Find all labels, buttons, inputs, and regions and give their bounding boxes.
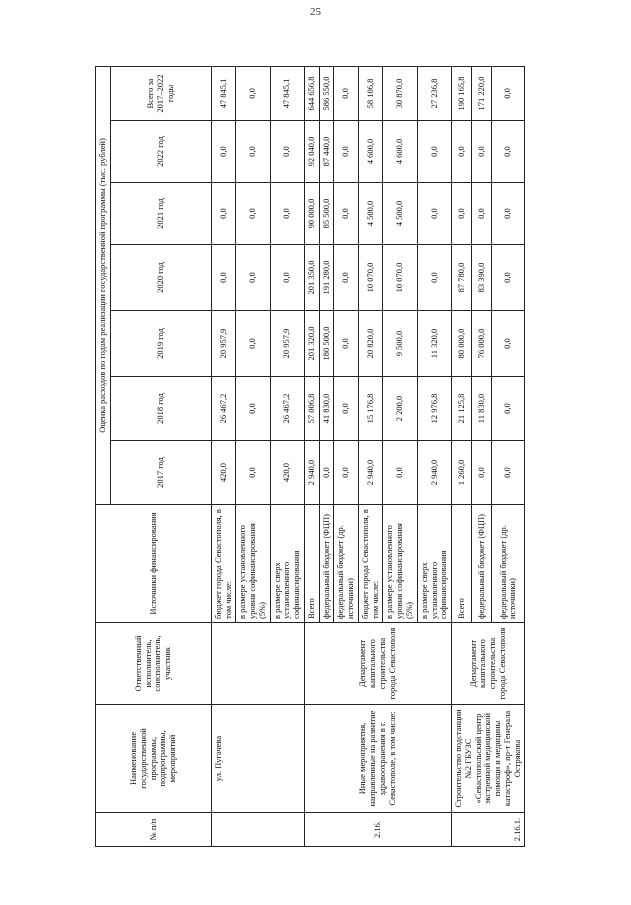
cell-value: 26 467,2 [211,377,236,441]
cell-value: 15 176,8 [358,377,383,441]
financing-table [95,66,525,847]
rotated-table-page [95,67,605,847]
cell-total: 0,0 [236,66,270,120]
cell-value: 2 940,0 [358,441,383,505]
cell-total: 58 106,8 [358,66,383,120]
header-year: 2017 год [110,441,211,505]
cell-value: 26 467,2 [270,377,304,441]
cell-value: 0,0 [417,183,451,245]
cell-source: Всего [304,505,319,623]
cell-total: 47 845,1 [211,66,236,120]
cell-value: 0,0 [492,311,525,377]
cell-source: федеральный бюджет (др. источники) [492,505,525,623]
cell-value: 12 976,8 [417,377,451,441]
cell-source: в размере сверх установленного софинансирования [417,505,451,623]
cell-value: 0,0 [334,183,359,245]
cell-value: 0,0 [236,441,270,505]
cell-source: федеральный бюджет (др. источники) [334,505,359,623]
cell-value: 0,0 [334,377,359,441]
cell-value: 4 600,0 [358,121,383,183]
cell-value: 201 350,0 [304,245,319,311]
cell-value: 11 320,0 [417,311,451,377]
cell-value: 57 006,8 [304,377,319,441]
cell-value: 191 280,0 [319,245,334,311]
cell-total: 27 236,8 [417,66,451,120]
cell-value: 90 000,0 [304,183,319,245]
cell-value: 4 600,0 [383,121,417,183]
cell-value: 0,0 [236,183,270,245]
cell-value: 0,0 [236,245,270,311]
cell-name: ул. Пугачева [211,705,304,813]
cell-name: Строительство подстанции №2 ГБУЗС «Севастопольский центр экстренной медицинской помощи и медицины катастроф», пр-т Генерала Острякова [452,705,525,813]
cell-value: 0,0 [236,311,270,377]
cell-value: 0,0 [211,245,236,311]
header-responsible: Ответственный исполнитель, соисполнитель, участник [96,623,212,705]
cell-value: 0,0 [270,121,304,183]
cell-value: 0,0 [319,441,334,505]
cell-source: в размере установленного уровня софинансирования (5%) [236,505,270,623]
cell-value: 420,0 [211,441,236,505]
cell-value: 0,0 [452,121,472,183]
page-number: 25 [310,6,321,18]
cell-total: 47 845,1 [270,66,304,120]
header-name: Наименование государственной программы, подпрограммы, мероприятий [96,705,212,813]
cell-num: 2.16.1. [452,813,525,847]
cell-value: 0,0 [236,377,270,441]
cell-value: 0,0 [211,183,236,245]
cell-value: 0,0 [492,441,525,505]
cell-source: бюджет города Севастополя, в том числе: [211,505,236,623]
cell-total: 644 656,8 [304,66,319,120]
header-row-1 [96,66,111,846]
cell-source: бюджет города Севастополя, в том числе: [358,505,383,623]
cell-value: 20 957,9 [270,311,304,377]
cell-value: 85 500,0 [319,183,334,245]
cell-value: 0,0 [492,183,525,245]
header-estimate: Оценка расходов по годам реализации государственной программы (тыс. рублей) [96,66,111,504]
cell-source: Всего [452,505,472,623]
cell-responsible: Департамент капитального строительства города Севастополя [452,623,525,705]
cell-value: 2 940,0 [304,441,319,505]
cell-value: 83 390,0 [472,245,492,311]
cell-value: 0,0 [334,245,359,311]
cell-total: 586 550,0 [319,66,334,120]
header-year: 2019 год [110,311,211,377]
cell-value: 0,0 [417,245,451,311]
cell-value: 0,0 [417,121,451,183]
cell-value: 0,0 [334,441,359,505]
header-total: Всего за 2017–2022 годы [110,66,211,120]
cell-value: 2 940,0 [417,441,451,505]
cell-value: 0,0 [211,121,236,183]
cell-total: 190 165,8 [452,66,472,120]
header-year: 2020 год [110,245,211,311]
cell-value: 4 500,0 [358,183,383,245]
cell-value: 0,0 [492,377,525,441]
cell-source: в размере установленного уровня софинансирования (5%) [383,505,417,623]
cell-value: 1 260,0 [452,441,472,505]
cell-value: 41 830,0 [319,377,334,441]
header-source: Источники финансирования [96,505,212,623]
header-year: 2018 год [110,377,211,441]
cell-num [211,813,304,847]
table-row [452,66,472,846]
cell-value: 10 070,0 [383,245,417,311]
cell-value: 0,0 [334,311,359,377]
cell-name: Иные мероприятия, направленные на развитие здравоохранения в г. Севастополе, в том числе: [304,705,451,813]
cell-value: 0,0 [452,183,472,245]
cell-source: федеральный бюджет (ФЦП) [319,505,334,623]
cell-value: 4 500,0 [383,183,417,245]
cell-value: 0,0 [383,441,417,505]
cell-value: 2 200,0 [383,377,417,441]
cell-value: 0,0 [472,441,492,505]
cell-value: 0,0 [492,121,525,183]
cell-value: 87 780,0 [452,245,472,311]
cell-responsible [211,623,304,705]
cell-value: 20 820,0 [358,311,383,377]
cell-source: в размере сверх установленного софинансирования [270,505,304,623]
cell-num: 2.16. [304,813,451,847]
cell-value: 21 125,8 [452,377,472,441]
table-row [304,66,319,846]
cell-value: 20 957,9 [211,311,236,377]
cell-responsible: Департамент капитального строительства города Севастополя [304,623,451,705]
table-row [211,66,236,846]
cell-value: 92 040,0 [304,121,319,183]
cell-value: 0,0 [236,121,270,183]
cell-value: 0,0 [270,183,304,245]
header-year: 2021 год [110,183,211,245]
cell-value: 201 320,0 [304,311,319,377]
cell-value: 0,0 [472,121,492,183]
cell-source: федеральный бюджет (ФЦП) [472,505,492,623]
cell-value: 11 830,0 [472,377,492,441]
cell-value: 0,0 [270,245,304,311]
cell-value: 9 500,0 [383,311,417,377]
header-num: № п/п [96,813,212,847]
cell-total: 30 870,0 [383,66,417,120]
cell-value: 420,0 [270,441,304,505]
cell-value: 87 440,0 [319,121,334,183]
cell-total: 0,0 [492,66,525,120]
cell-value: 0,0 [334,121,359,183]
cell-total: 0,0 [334,66,359,120]
header-year: 2022 год [110,121,211,183]
cell-value: 0,0 [492,245,525,311]
cell-value: 76 000,0 [472,311,492,377]
cell-total: 171 220,0 [472,66,492,120]
cell-value: 10 070,0 [358,245,383,311]
cell-value: 0,0 [472,183,492,245]
cell-value: 180 500,0 [319,311,334,377]
cell-value: 80 000,0 [452,311,472,377]
